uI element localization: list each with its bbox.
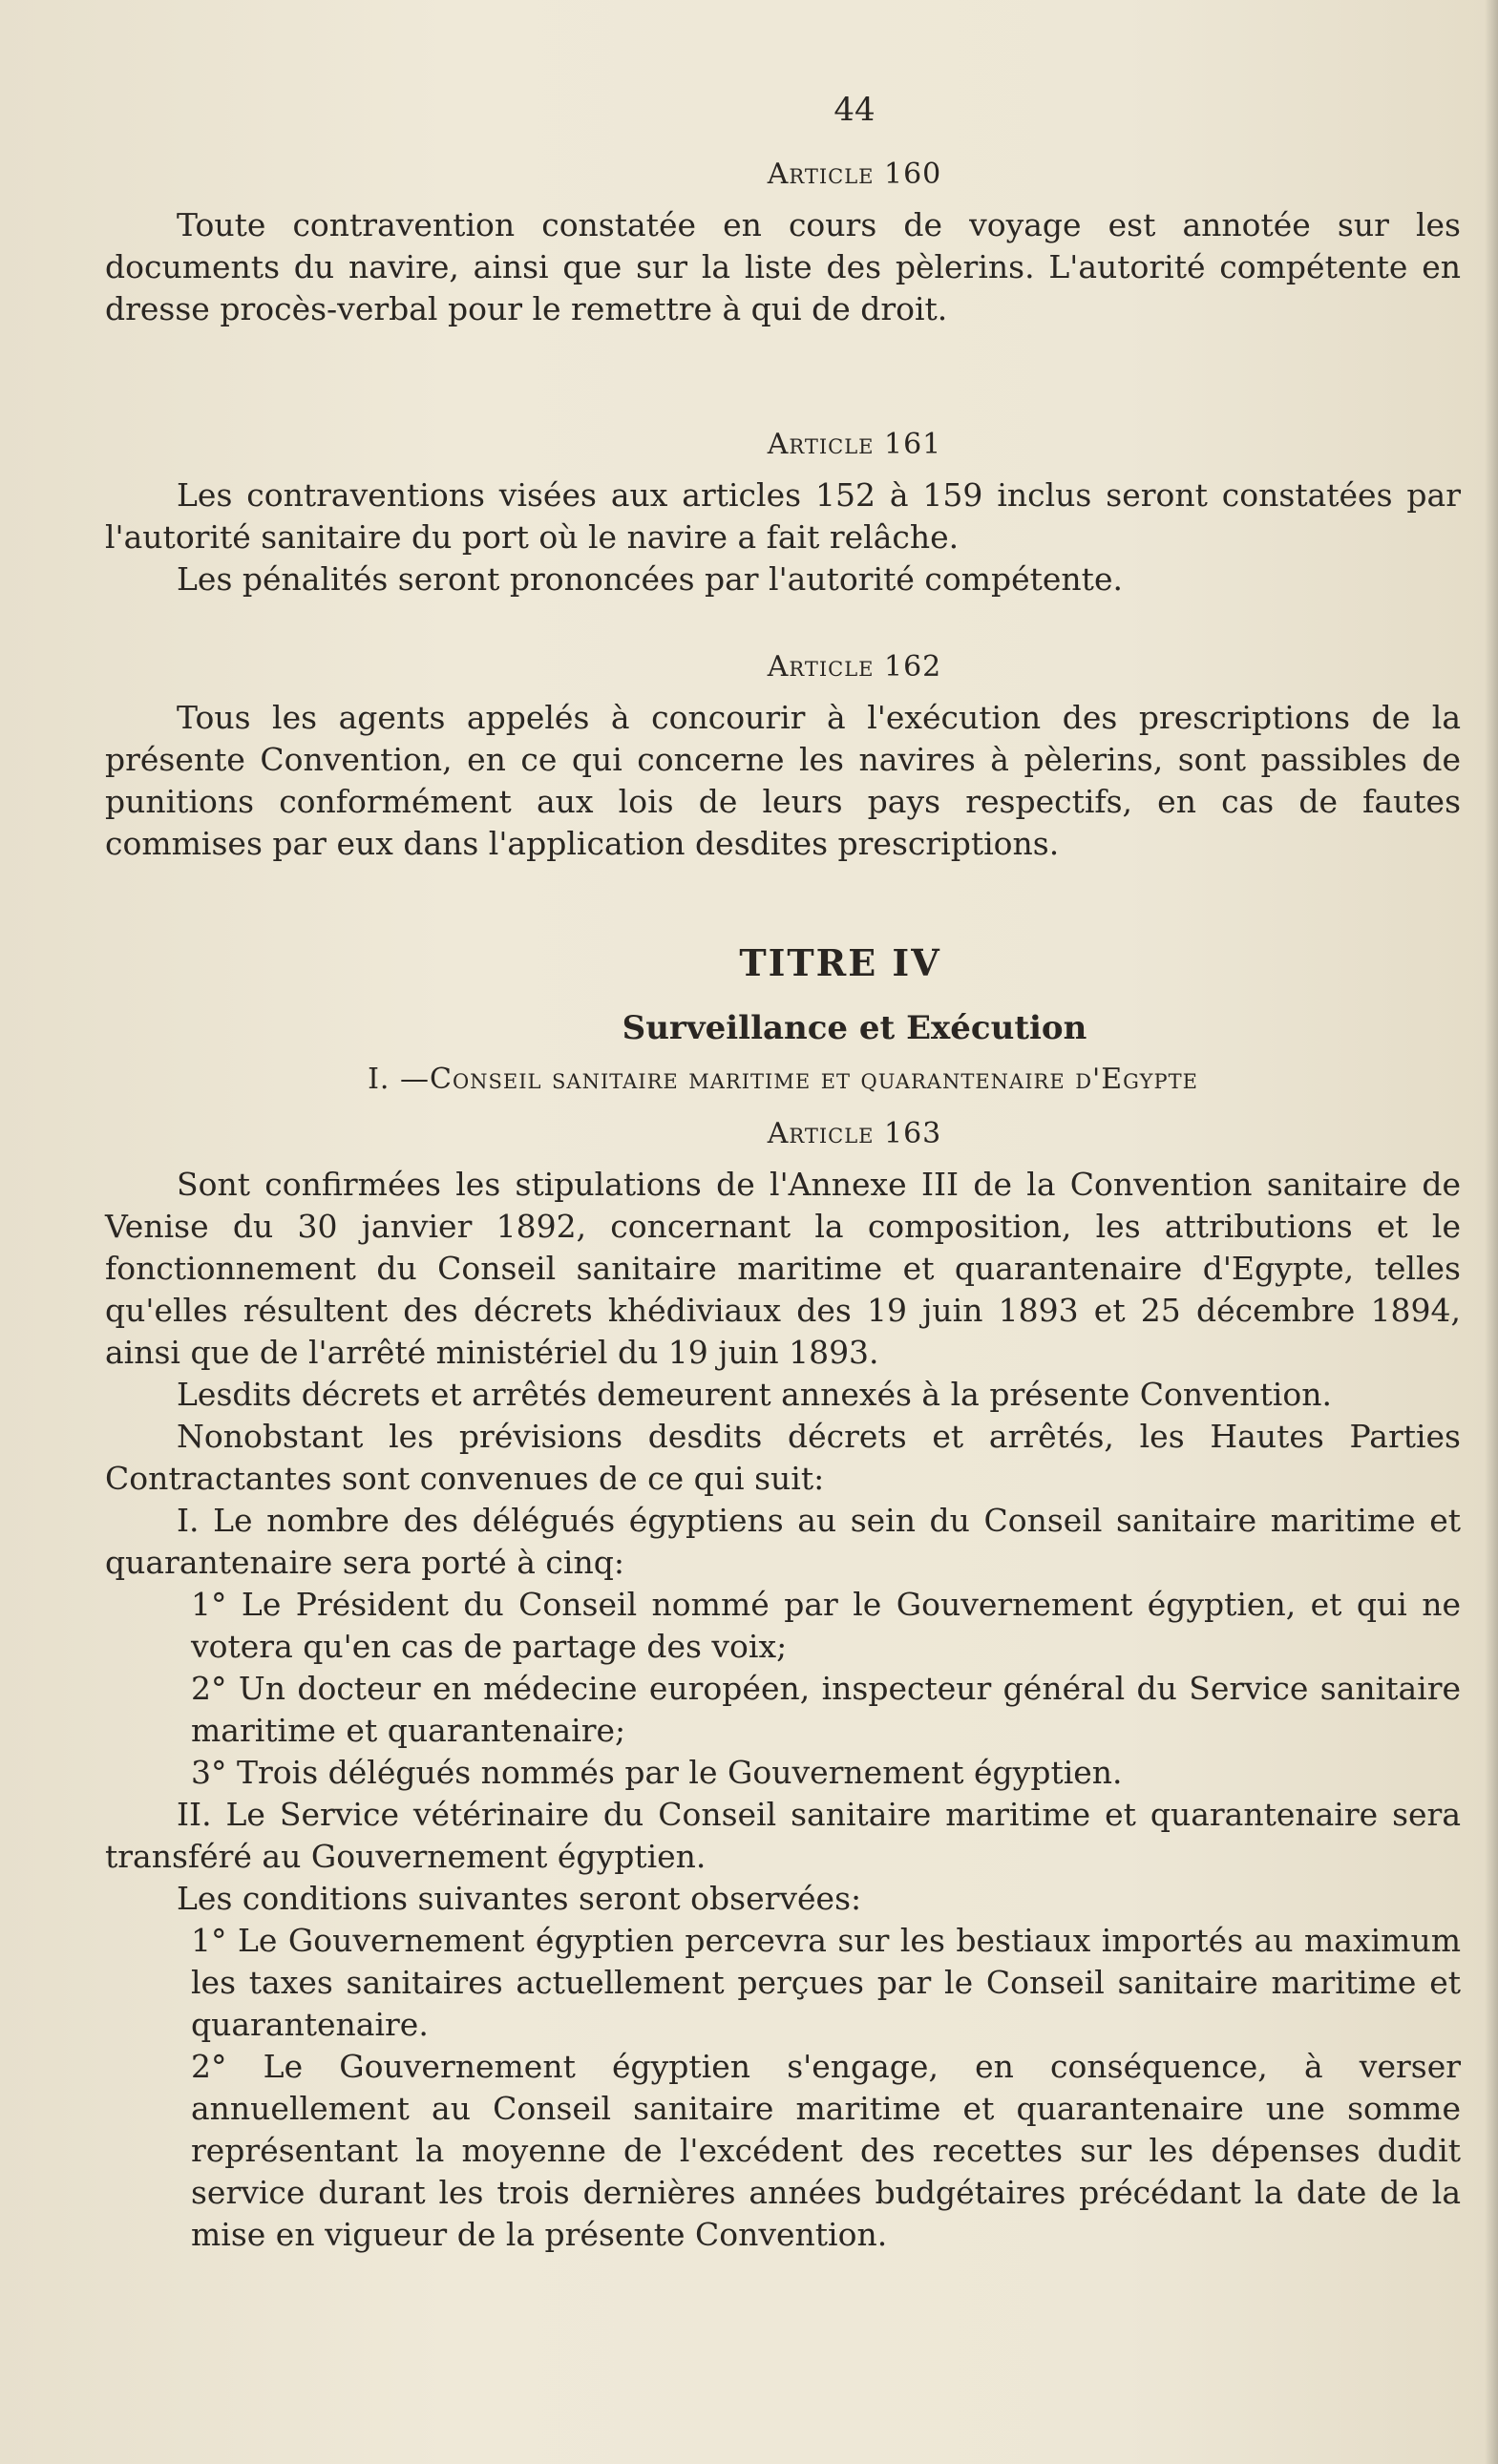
article-160-heading: Article 160 xyxy=(767,158,942,191)
article-163-item-1: 1° Le Président du Conseil nommé par le Gouvernement égyptien, et qui ne votera qu'en cas de partage des voix; xyxy=(191,1586,1461,1665)
article-163-paragraph-5: II. Le Service vétérinaire du Conseil sanitaire maritime et quarantenaire sera transféré au Gouvernement égyptien. xyxy=(105,1796,1461,1875)
section-heading: I. —Conseil sanitaire maritime et quarantenaire d'Egypte xyxy=(368,1063,1198,1096)
article-161-text: Les contraventions visées aux articles 152 à 159 inclus seront constatées par l'autorité sanitaire du port où le navire a fait relâche. xyxy=(105,476,1461,556)
article-163-heading: Article 163 xyxy=(767,1117,942,1150)
article-160-text: Toute contravention constatée en cours de voyage est annotée sur les documents du navire, ainsi que sur la liste des pèlerins. L'autorité compétente en dresse procès-verbal pour le remettre à qui de droit. xyxy=(105,206,1461,327)
titre-heading: TITRE IV xyxy=(739,941,941,984)
article-161-text-2: Les pénalités seront prononcées par l'autorité compétente. xyxy=(177,560,1123,598)
article-163-item-5: 2° Le Gouvernement égyptien s'engage, en conséquence, à verser annuellement au Conseil sanitaire maritime et quarantenaire une somme représentant la moyenne de l'excédent des recettes sur les dépenses dudit service durant les trois dernières années budgétaires précédant la date de la mise en vigueur de la présente Convention. xyxy=(191,2048,1461,2253)
article-163-paragraph-6: Les conditions suivantes seront observées: xyxy=(177,1880,862,1917)
article-163-paragraph-4: I. Le nombre des délégués égyptiens au sein du Conseil sanitaire maritime et quarantenaire sera porté à cinq: xyxy=(105,1502,1461,1581)
page-content xyxy=(105,91,1461,2256)
article-163-item-4: 1° Le Gouvernement égyptien percevra sur les bestiaux importés au maximum les taxes sanitaires actuellement perçues par le Conseil sanitaire maritime et quarantenaire. xyxy=(191,1922,1461,2043)
article-163-paragraph-3: Nonobstant les prévisions desdits décrets et arrêtés, les Hautes Parties Contractantes sont convenues de ce qui suit: xyxy=(105,1418,1461,1497)
article-163-paragraph-2: Lesdits décrets et arrêtés demeurent annexés à la présente Convention. xyxy=(177,1376,1332,1413)
article-163-paragraph-1: Sont confirmées les stipulations de l'Annexe III de la Convention sanitaire de Venise du 30 janvier 1892, concernant la composition, les attributions et le fonctionnement du Conseil sanitaire maritime et quarantenaire d'Egypte, telles qu'elles résultent des décrets khédiviaux des 19 juin 1893 et 25 décembre 1894, ainsi que de l'arrêté ministériel du 19 juin 1893. xyxy=(105,1166,1461,1371)
article-162-text: Tous les agents appelés à concourir à l'exécution des prescriptions de la présente Convention, en ce qui concerne les navires à pèlerins, sont passibles de punitions conformément aux lois de leurs pays respectifs, en cas de fautes commises par eux dans l'application desdites prescriptions. xyxy=(105,699,1461,862)
article-163-item-2: 2° Un docteur en médecine européen, inspecteur général du Service sanitaire maritime et quarantenaire; xyxy=(191,1670,1461,1749)
article-162-heading: Article 162 xyxy=(767,650,942,684)
article-163-item-3: 3° Trois délégués nommés par le Gouvernement égyptien. xyxy=(191,1754,1123,1791)
page-edge-shadow xyxy=(1485,0,1498,2464)
article-161-heading: Article 161 xyxy=(767,428,942,461)
page-number: 44 xyxy=(833,91,876,129)
titre-subtitle: Surveillance et Exécution xyxy=(622,1009,1087,1047)
